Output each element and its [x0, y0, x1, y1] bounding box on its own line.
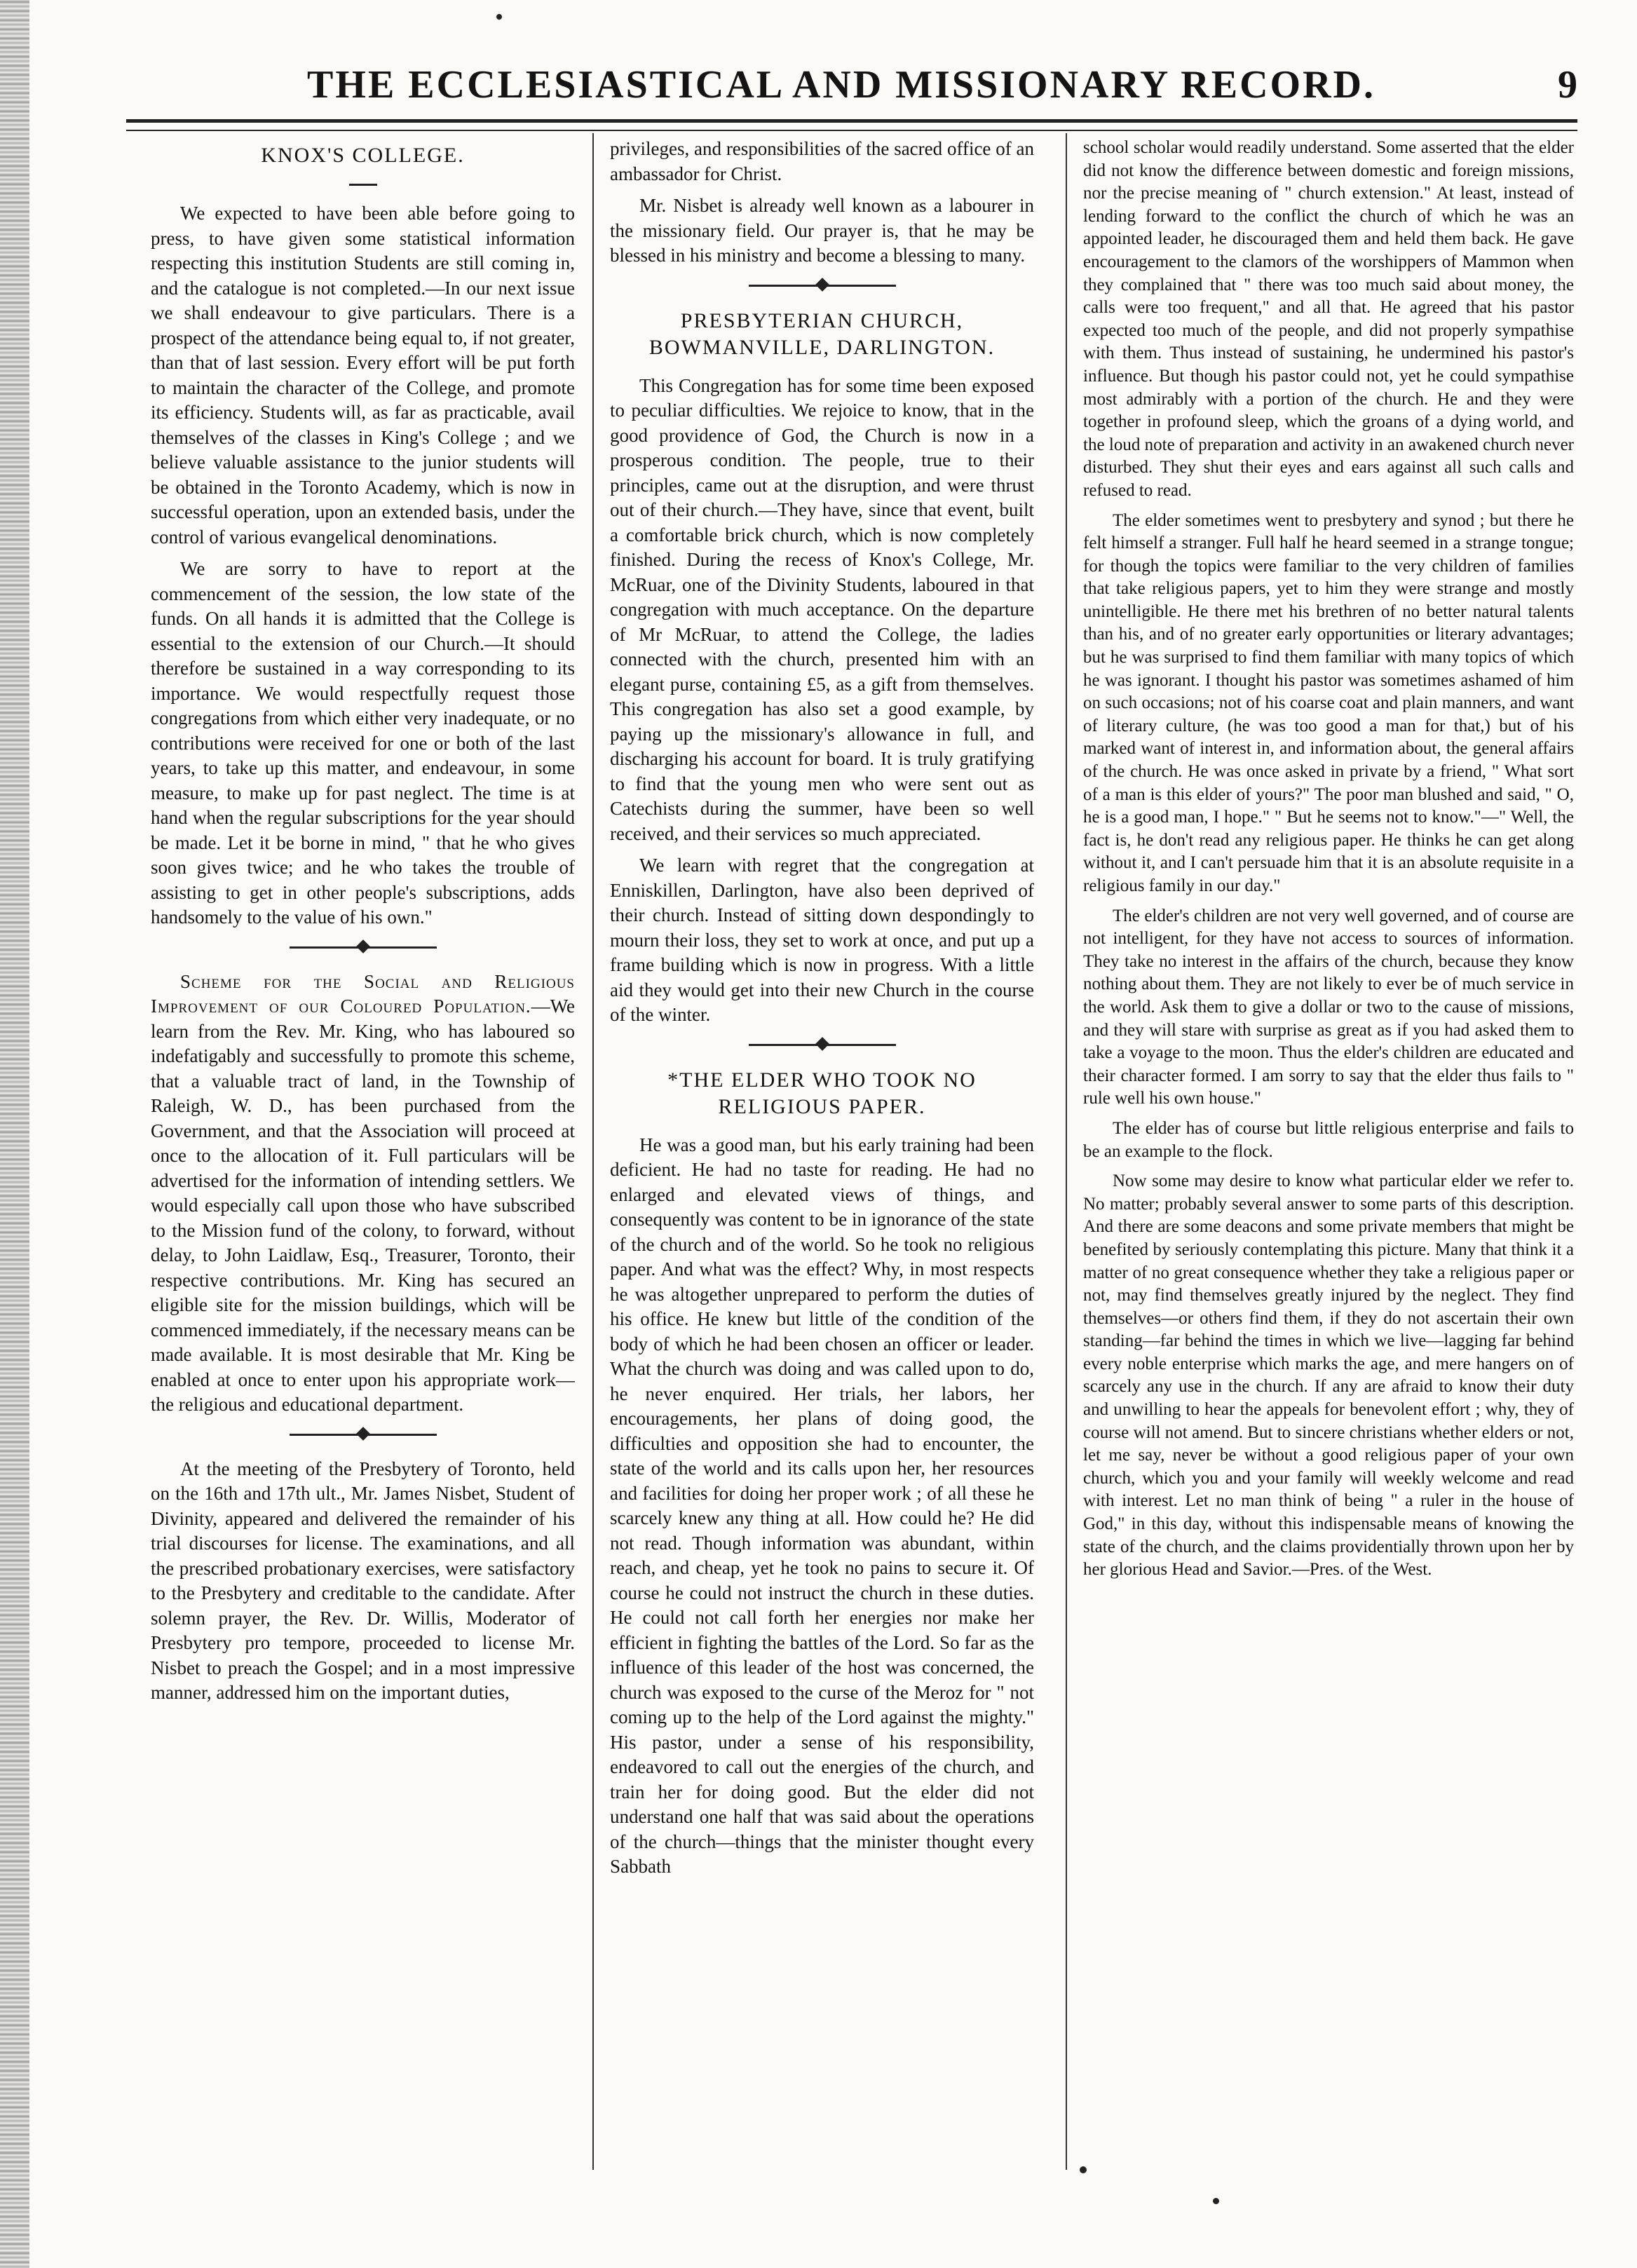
column-divider: [592, 133, 594, 2170]
paragraph: This Congregation has for some time been exposed to peculiar difficulties. We rejoice to know, that in the good providence of God, the Church is now in a prosperous condition. The people, true to their principles, came out at the disruption, and were thrust out of their church.—They have, since that event, built a comfortable brick church, which is now completely finished. During the recess of Knox's College, Mr. McRuar, one of the Divinity Students, laboured in that congregation with much acceptance. On the departure of Mr McRuar, to attend the College, the ladies connected with the church, presented him with an elegant purse, containing £5, as a gift from themselves. This congregation has also set a good example, by paying up the missionary's allowance in full, and discharging his account for board. It is truly gratifying to find that the young men who were sent out as Catechists during the summer, have been so well received, and their services so much appreciated.: [610, 374, 1034, 844]
scheme-body: —We learn from the Rev. Mr. King, who has laboured so indefatigably and successfully to promote this scheme, that a valuable tract of land, in the Township of Raleigh, W. D., has been purchased from the Government, and that the Association will proceed at once to the allocation of it. Full particulars will be advertised for the information of intending settlers. We would especially call upon those who have subscribed to the Mission fund of the colony, to forward, without delay, to John Laidlaw, Esq., Treasurer, Toronto, their respective contributions. Mr. King has secured an eligible site for the mission buildings, which will be commenced immediately, if the necessary means can be made available. It is most desirable that Mr. King be enabled at once to enter upon his appropriate work—the religious and educational department.: [151, 996, 575, 1415]
page-number: 9: [1558, 63, 1577, 107]
paragraph: We are sorry to have to report at the commencement of the session, the low state of the funds. On all hands it is admitted that the College is essential to the extension of our Church.—It should therefore be sustained in a way corresponding to its importance. We would respectfully request those congregations from which either very inadequate, or no contributions were received for one or both of the last years, to take up this matter, and endeavour, in some measure, to make up for past neglect. The time is at hand when the regular subscriptions for the year should be made. Let it be borne in mind, " that he who gives soon gives twice; and he who takes the trouble of assisting to get in other people's subscriptions, adds handsomely to the value of his own.": [151, 558, 575, 928]
section-separator: [749, 1035, 896, 1054]
column-right: [1083, 137, 1574, 2163]
paragraph: The elder sometimes went to presbytery and synod ; but there he felt himself a stranger. Full half he heard seemed in a strange tongue; for though the topics were familiar to the very children of families that take religious papers, yet to him they were strange and mostly unintelligible. He there met his brethren of no better natural talents than his, and of no greater early opportunities or literary advantages; but he was surprised to find them familiar with many topics of which he was ignorant. I thought his pastor was sometimes ashamed of him on such occasions; not of his coarse coat and plain manners, and want of literary culture, (he was too good a man for that,) but of his marked want of interest in, and information about, the general affairs of the church. He was once asked in private by a friend, " What sort of a man is this elder of yours?" The poor man blushed and said, " O, he is a good man, I hope." " But he seems not to know."—" Well, the fact is, he don't read any religious paper. He thinks he can get along without it, and I can't persuade him that it is an absolute requisite in a religious family in our day.": [1083, 510, 1574, 895]
column-left: [151, 137, 575, 2163]
paragraph: school scholar would readily understand. Some asserted that the elder did not know the difference between domestic and foreign missions, nor the precise meaning of " church extension." At least, instead of lending forward to the conflict the church of which he was an appointed leader, he discouraged them and held them back. He gave encouragement to the clamors of the worshippers of Mammon when they complained that " there was too much said about money, the calls were too frequent," and all that. He agreed that his pastor expected too much of the people, and did not properly sympathise with them. Thus instead of sustaining, he undermined his pastor's influence. But though his pastor could not, yet he could sympathise most admirably with a portion of the church. He and they were together in profound sleep, which the groans of a dying world, and the loud note of preparation and activity in an awakened church never disturbed. They shut their eyes and ears against all such calls and refused to read.: [1083, 138, 1574, 500]
ink-speck: [1080, 2166, 1087, 2173]
paragraph: At the meeting of the Presbytery of Toronto, held on the 16th and 17th ult., Mr. James Nisbet, Student of Divinity, appeared and delivered the remainder of his trial discourses for license. The examinations, and all the prescribed probationary exercises, were satisfactory to the Presbytery and creditable to the candidate. After solemn prayer, the Rev. Dr. Willis, Moderator of Presbytery pro tempore, proceeded to license Mr. Nisbet to preach the Gospel; and in a most impressive manner, addressed him on the important duties,: [151, 1458, 575, 1703]
paragraph: He was a good man, but his early training had been deficient. He had no taste for reading. He had no enlarged and elevated views of things, and consequently was content to be in ignorance of the state of the church and of the world. So he took no religious paper. And what was the effect? Why, in most respects he was altogether unprepared to perform the duties of his office. He knew but little of the condition of the body of which he had been chosen an officer or leader. What the church was doing and was called upon to do, he never enquired. Her trials, her labors, her encouragements, her plans of doing good, the difficulties and opposition she had to encounter, the state of the world and its calls upon her, her resources and facilities for doing her proper work ; of all these he scarcely knew any thing at all. How could he? He did not read. Though information was abundant, within reach, and cheap, yet he took no pains to secure it. Of course he could not instruct the church in these duties. He could not call forth her energies nor make her efficient in fighting the battles of the Lord. So far as the influence of this leader of the host was concerned, the church was exposed to the curse of the Meroz for " not coming up to the help of the Lord against the mighty." His pastor, under a sense of his responsibility, endeavored to call out the energies of the church, and train her for doing good. But the elder did not understand one half that was said about the operations of the church—things that the minister thought every Sabbath: [610, 1134, 1034, 1877]
publication-title: THE ECCLESIASTICAL AND MISSIONARY RECORD.: [307, 63, 1376, 107]
paragraph: [151, 970, 575, 1418]
paragraph: Mr. Nisbet is already well known as a labourer in the missionary field. Our prayer is, that he may be blessed in his ministry and become a blessing to many.: [610, 195, 1034, 266]
article-heading-bowmanville: PRESBYTERIAN CHURCH, BOWMANVILLE, DARLINGTON.: [648, 308, 996, 359]
ink-speck: [1213, 2198, 1219, 2204]
paragraph: We expected to have been able before going to press, to have given some statistical information respecting this institution Students are still coming in, and the catalogue is not completed.—In our next issue we shall endeavour to give particulars. There is a prospect of the attendance being equal to, if not greater, than that of last session. Every effort will be put forth to maintain the character of the College, and promote its efficiency. Students will, as far as practicable, avail themselves of the classes in King's College ; and we believe valuable assistance to the junior students will be obtained in the Toronto Academy, which is now in successful operation, upon an extended basis, under the control of various evangelical denominations.: [151, 203, 575, 548]
paragraph: Now some may desire to know what particular elder we refer to. No matter; probably several answer to some parts of this description. And there are some deacons and some private members that might be benefited by seriously contemplating this picture. Many that think it a matter of no great consequence whether they take a religious paper or not, may find themselves greatly injured by the neglect. They find themselves—or others find them, if they do not ascertain their own standing—far behind the times in which we live—lagging far behind every noble enterprise which marks the age, and mere hangers on of scarcely any use in the church. If any are afraid to know their duty and unwilling to hear the appeals for benevolent effort ; why, they of course will not amend. But to sincere christians whether elders or not, let me say, never be without a good religious paper of your own church, which you and your family will weekly welcome and read with interest. Let no man think of being " a ruler in the house of God," in this day, without this indispensable means of knowing the state of the church, and the claims providentially thrown upon her by her glorious Head and Savior.—Pres. of the West.: [1083, 1172, 1574, 1580]
section-separator: [749, 276, 896, 295]
paragraph: We learn with regret that the congregation at Enniskillen, Darlington, have also been deprived of their church. Instead of sitting down despondingly to mourn their loss, they set to work at once, and put up a frame building which is now in progress. With a little aid they would get into their new Church in the course of the winter.: [610, 855, 1034, 1025]
paragraph: The elder has of course but little religious enterprise and fails to be an example to the flock.: [1083, 1118, 1574, 1161]
running-header: [105, 60, 1577, 109]
scheme-lead: Scheme for the Social and Religious Improvement of our Coloured Population.: [151, 970, 575, 1017]
ink-speck: [496, 14, 502, 20]
article-heading-knox: KNOX'S COLLEGE.: [261, 144, 465, 167]
section-separator: [290, 937, 437, 957]
column-divider: [1066, 133, 1067, 2170]
paragraph: privileges, and responsibilities of the sacred office of an ambassador for Christ.: [610, 138, 1034, 184]
section-separator: [290, 1425, 437, 1444]
paragraph: The elder's children are not very well governed, and of course are not intelligent, for they have not access to sources of information. They take no interest in the affairs of the church, because they know nothing about them. They are not likely to ever be of much service in the world. Ask them to give a dollar or two to the cause of missions, and they will stare with surprise as great as if you had asked them to take a voyage to the moon. Thus the elder's children are educated and their character formed. I am sorry to say that the elder thus fails to " rule well his own house.": [1083, 906, 1574, 1108]
page-edge-shadow: [0, 0, 29, 2268]
heading-underline: [349, 175, 377, 194]
article-heading-elder: *THE ELDER WHO TOOK NO RELIGIOUS PAPER.: [667, 1068, 977, 1118]
header-double-rule: [126, 119, 1577, 131]
column-middle: [610, 137, 1034, 2163]
